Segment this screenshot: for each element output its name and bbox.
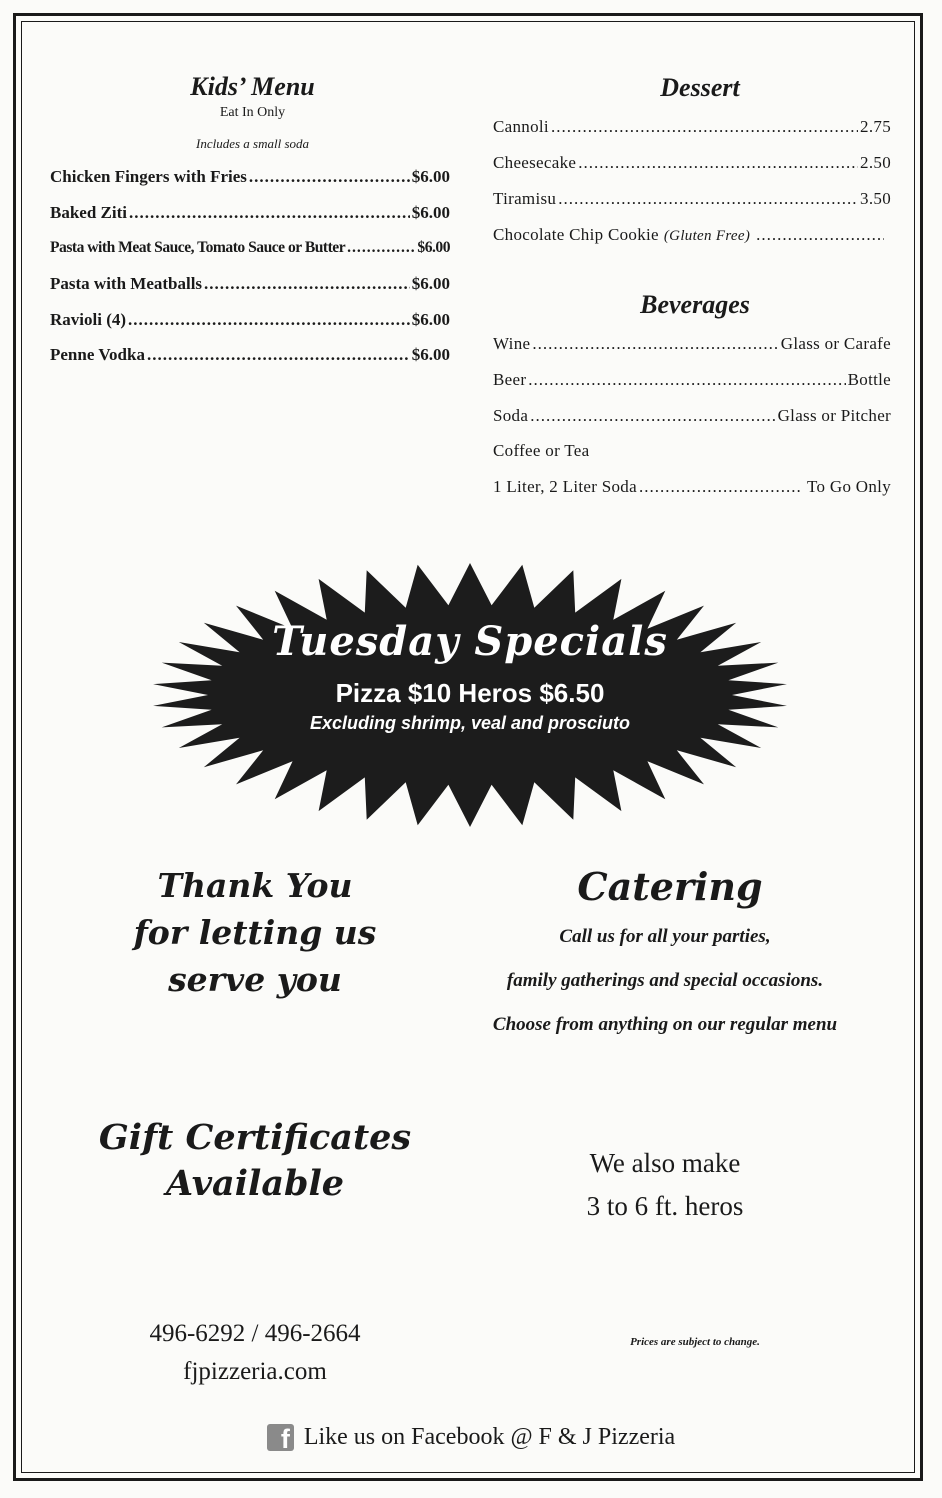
item-name: 1 Liter, 2 Liter Soda — [493, 477, 637, 496]
thank-you-line: Thank You — [157, 866, 353, 905]
kids-menu-title: Kids’ Menu — [190, 72, 315, 101]
dot-leader — [530, 406, 775, 426]
item-name: Wine — [493, 334, 531, 353]
menu-item — [493, 117, 891, 137]
dot-leader — [551, 117, 858, 137]
specials-exclusions: Excluding shrimp, veal and prosciuto — [309, 713, 631, 733]
dot-leader — [558, 189, 858, 209]
item-price: $6.00 — [411, 345, 450, 364]
kids-menu-note: Includes a small soda — [195, 136, 310, 151]
item-price: $6.00 — [411, 203, 450, 222]
menu-item — [493, 225, 886, 245]
thank-you-line: for letting us — [133, 913, 377, 952]
thank-you-message — [110, 862, 400, 1003]
menu-item — [50, 310, 450, 330]
item-price: Glass or Carafe — [780, 334, 891, 353]
dot-leader — [128, 310, 410, 330]
dot-leader — [249, 167, 410, 187]
dot-leader — [532, 334, 778, 354]
dot-leader — [204, 274, 410, 294]
dot-leader — [129, 203, 410, 223]
menu-item — [50, 167, 450, 187]
item-price: $6.00 — [411, 274, 450, 293]
menu-item — [50, 239, 450, 257]
facebook-line[interactable] — [0, 1424, 942, 1454]
facebook-text: Like us on Facebook @ F & J Pizzeria — [303, 1424, 676, 1450]
thank-you-line: serve you — [168, 960, 342, 999]
menu-item — [493, 189, 891, 209]
item-name: Penne Vodka — [50, 345, 145, 364]
menu-item — [493, 406, 891, 426]
item-name: Chicken Fingers with Fries — [50, 167, 247, 186]
item-name: Pasta with Meat Sauce, Tomato Sauce or Butter — [50, 239, 346, 256]
tuesday-specials-burst — [150, 560, 790, 830]
catering-text: Call us for all your parties, — [559, 926, 771, 947]
menu-item — [493, 370, 891, 390]
dot-leader — [639, 477, 801, 497]
gift-line: Available — [165, 1163, 345, 1204]
item-price: $6.00 — [417, 239, 450, 256]
item-price: 2.50 — [860, 153, 891, 172]
item-price: Glass or Pitcher — [777, 406, 891, 425]
menu-item — [493, 334, 891, 354]
dot-leader — [528, 370, 845, 390]
dot-leader — [347, 239, 415, 257]
item-name: Cheesecake — [493, 153, 577, 172]
item-name: Cannoli — [493, 117, 549, 136]
item-price: $6.00 — [411, 167, 450, 186]
menu-item — [50, 203, 450, 223]
prices-disclaimer: Prices are subject to change. — [630, 1336, 760, 1348]
facebook-icon: f — [267, 1424, 294, 1451]
item-name: Ravioli (4) — [50, 310, 127, 329]
website-link[interactable]: fjpizzeria.com — [183, 1358, 327, 1385]
item-price: Bottle — [847, 370, 891, 389]
heros-line: We also make — [589, 1148, 741, 1178]
dot-leader — [578, 153, 858, 173]
specials-title: Tuesday Specials — [272, 618, 668, 665]
menu-item — [50, 274, 450, 294]
dessert-title: Dessert — [660, 73, 740, 102]
menu-item — [493, 441, 891, 461]
item-price: To Go Only — [807, 477, 891, 496]
item-price: 3.50 — [860, 189, 891, 208]
specials-prices: Pizza $10 Heros $6.50 — [335, 678, 605, 708]
menu-item — [493, 153, 891, 173]
phone-numbers: 496-6292 / 496-2664 — [149, 1320, 361, 1347]
dot-leader — [147, 345, 410, 365]
dot-leader — [756, 225, 884, 245]
catering-text: Choose from anything on our regular menu — [492, 1014, 838, 1035]
heros-notice — [510, 1142, 820, 1228]
kids-menu-subtitle: Eat In Only — [219, 105, 286, 120]
item-name: Baked Ziti — [50, 203, 127, 222]
catering-title: Catering — [577, 864, 763, 909]
menu-item — [50, 345, 450, 365]
gift-line: Gift Certificates — [98, 1117, 412, 1158]
beverages-title: Beverages — [640, 290, 750, 319]
gift-certificates-notice — [95, 1115, 415, 1207]
item-name: Soda — [493, 406, 529, 425]
menu-item — [493, 477, 891, 497]
item-price: 2.75 — [860, 117, 891, 136]
item-price: $6.00 — [411, 310, 450, 329]
item-name: Coffee or Tea — [493, 441, 590, 460]
item-name: Pasta with Meatballs — [50, 274, 203, 293]
item-name: Tiramisu — [493, 189, 557, 208]
item-name: Beer — [493, 370, 527, 389]
catering-text: family gatherings and special occasions. — [506, 970, 824, 991]
heros-line: 3 to 6 ft. heros — [586, 1191, 744, 1221]
item-name: Chocolate Chip Cookie — [493, 225, 659, 244]
item-note: (Gluten Free) — [663, 228, 751, 244]
